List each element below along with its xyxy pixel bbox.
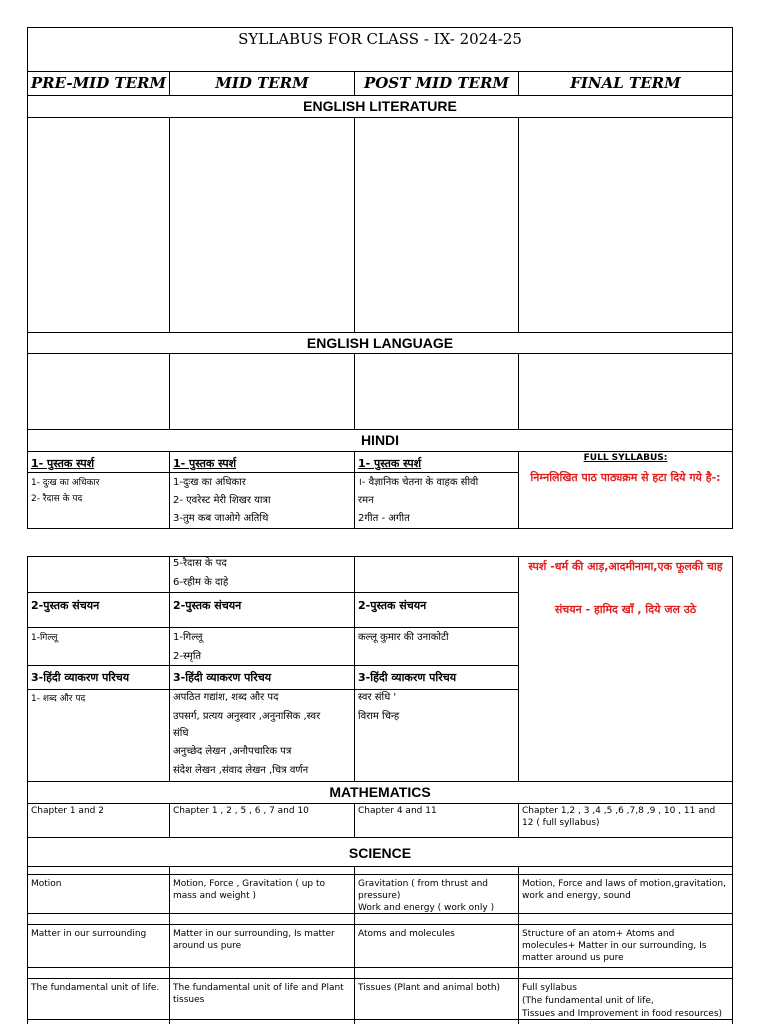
page-title: SYLLABUS FOR CLASS - IX- 2024-25 xyxy=(238,30,522,48)
science-row2-pre: Matter in our surrounding xyxy=(31,929,147,939)
hindi-final-removed: संचयन - हामिद खाँ , दिये जल उठे xyxy=(554,603,697,616)
science-row2-post: Atoms and molecules xyxy=(358,929,455,939)
hindi-final-heading: FULL SYLLABUS: xyxy=(583,453,668,463)
hindi-grammar-heading: 3-हिंदी व्याकरण परिचय xyxy=(31,671,130,684)
hindi-pre-item: 2- रैदास के पद xyxy=(31,494,83,504)
science-row3-final: Full syllabus xyxy=(522,983,577,993)
science-row3-mid: The fundamental unit of life and Plant tissues xyxy=(173,983,344,1005)
hindi-sanchayan-heading: 2-पुस्तक संचयन xyxy=(31,599,100,612)
hindi-mid-item: 5-रैदास के पद xyxy=(173,558,227,569)
section-mathematics: MATHEMATICS xyxy=(329,784,431,800)
hindi-sanchayan-item: कल्लू कुमार की उनाकोटी xyxy=(358,632,449,643)
hindi-mid-heading: 1- पुस्तक स्पर्श xyxy=(173,457,237,470)
hindi-pre-item: 1- दुःख का अधिकार xyxy=(31,478,100,488)
hindi-post-item: ।- वैज्ञानिक चेतना के वाहक सीवी xyxy=(358,477,479,488)
hindi-grammar-item: अपठित गद्यांश, शब्द और पद xyxy=(173,692,279,703)
term-header-mid: MID TERM xyxy=(215,74,309,92)
hindi-final-note: निम्नलिखित पाठ पाठ्यक्रम से हटा दिये गये है-: xyxy=(530,471,721,484)
section-hindi: HINDI xyxy=(360,432,400,448)
hindi-post-item: रमन xyxy=(358,495,374,506)
maths-final: Chapter 1,2 , 3 ,4 ,5 ,6 ,7,8 ,9 , 10 , 11 and 12 ( full syllabus) xyxy=(522,806,716,828)
science-row1-final: Motion, Force and laws of motion,gravitation, work and energy, sound xyxy=(522,879,726,901)
science-row1-post: Work and energy ( work only ) xyxy=(358,903,495,913)
hindi-grammar-heading: 3-हिंदी व्याकरण परिचय xyxy=(358,671,457,684)
hindi-mid-item: 6-रहीम के दाहे xyxy=(173,577,229,588)
hindi-mid-item: 1-दुःख का अधिकार xyxy=(173,477,246,488)
section-science: SCIENCE xyxy=(348,845,412,861)
maths-pre: Chapter 1 and 2 xyxy=(31,806,104,816)
science-row3-final: Tissues and Improvement in food resources) xyxy=(522,1009,723,1019)
maths-post: Chapter 4 and 11 xyxy=(358,806,437,816)
hindi-sanchayan-heading: 2-पुस्तक संचयन xyxy=(358,599,427,612)
hindi-sanchayan-item: 1-गिल्लू xyxy=(173,632,203,643)
section-english-language: ENGLISH LANGUAGE xyxy=(306,335,454,351)
science-row1-mid: Motion, Force , Gravitation ( up to mass and weight ) xyxy=(173,879,326,901)
hindi-grammar-item: संधि xyxy=(173,728,189,739)
term-header-pre-mid: PRE-MID TERM xyxy=(30,74,167,92)
science-row1-post: Gravitation ( from thrust and pressure) xyxy=(358,879,488,901)
science-row3-final: (The fundamental unit of life, xyxy=(522,996,654,1006)
hindi-pre-heading: 1- पुस्तक स्पर्श xyxy=(31,457,95,470)
term-header-final: FINAL TERM xyxy=(570,74,681,92)
hindi-grammar-heading: 3-हिंदी व्याकरण परिचय xyxy=(173,671,272,684)
hindi-mid-item: 3-तुम कब जाओगे अतिथि xyxy=(173,513,269,524)
hindi-final-removed: स्पर्श -धर्म की आड़,आदमीनामा,एक फूलकी चाह xyxy=(528,560,723,573)
science-row3-pre: The fundamental unit of life. xyxy=(31,983,160,993)
maths-mid: Chapter 1 , 2 , 5 , 6 , 7 and 10 xyxy=(173,806,309,816)
hindi-sanchayan-item: 1-गिल्लू xyxy=(31,633,58,643)
science-row1-pre: Motion xyxy=(31,879,62,889)
hindi-sanchayan-heading: 2-पुस्तक संचयन xyxy=(173,599,242,612)
hindi-grammar-item: संदेश लेखन ,संवाद लेखन ,चित्र वर्णन xyxy=(173,765,309,776)
science-row3-post: Tissues (Plant and animal both) xyxy=(358,983,501,993)
term-header-post-mid: POST MID TERM xyxy=(363,74,510,92)
hindi-grammar-item: उपसर्ग, प्रत्यय अनुस्वार ,अनुनासिक ,स्वर xyxy=(173,711,321,722)
science-row2-mid: Matter in our surrounding, Is matter around us pure xyxy=(173,929,335,951)
hindi-sanchayan-item: 2-स्मृति xyxy=(173,651,202,662)
science-row2-final: Structure of an atom+ Atoms and molecules+ Matter in our surrounding, Is matter around us pure xyxy=(522,929,707,963)
hindi-grammar-item: अनुच्छेद लेखन ,अनौपचारिक पत्र xyxy=(173,746,292,757)
hindi-mid-item: 2- एवरेस्ट मेरी शिखर यात्रा xyxy=(173,495,271,506)
hindi-post-heading: 1- पुस्तक स्पर्श xyxy=(358,457,422,470)
hindi-grammar-item: स्वर संधि ' xyxy=(358,692,397,703)
hindi-grammar-item: विराम चिन्ह xyxy=(358,711,400,722)
section-english-literature: ENGLISH LITERATURE xyxy=(303,98,457,114)
hindi-post-item: 2गीत - अगीत xyxy=(358,513,410,524)
hindi-grammar-item: 1- शब्द और पद xyxy=(31,694,86,704)
